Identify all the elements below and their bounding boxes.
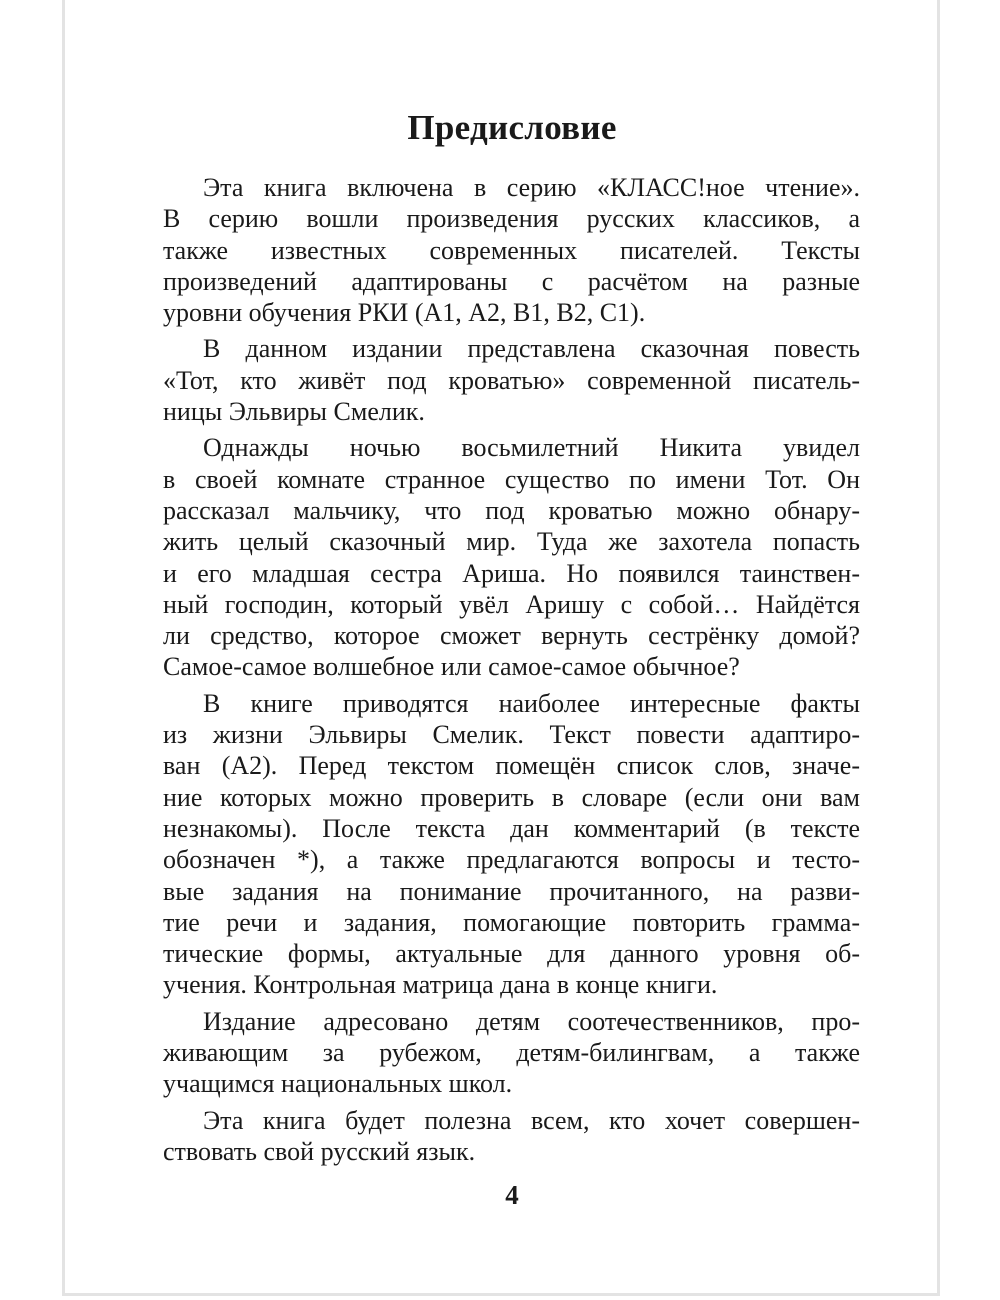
text-line: и его младшая сестра Ариша. Но появился таинствен- [163, 558, 860, 588]
page-title: Предисловие [407, 108, 617, 147]
text-line: Эта книга будет полезна всем, кто хочет совершен- [203, 1105, 860, 1135]
text-line: тические формы, актуальные для данного уровня об- [163, 939, 860, 969]
text-line: Самое-самое волшебное или самое-самое обычное? [163, 652, 740, 682]
paragraph-5 [163, 1006, 860, 1100]
text-line: обозначен *), а также предлагаются вопросы и тесто- [163, 845, 860, 875]
text-line: Издание адресовано детям соотечественников, про- [203, 1006, 860, 1036]
text-line: вые задания на понимание прочитанного, на разви- [163, 876, 860, 906]
text-line: также известных современных писателей. Тексты [163, 235, 860, 265]
page-number: 4 [505, 1180, 519, 1210]
text-line: В данном издании представлена сказочная повесть [203, 334, 860, 364]
text-line: тие речи и задания, помогающие повторить граммa- [163, 907, 860, 937]
paragraph-1 [163, 172, 860, 328]
paragraph-4 [163, 688, 860, 1001]
text-line: В серию вошли произведения русских классиков, а [163, 204, 860, 234]
text-line: из жизни Эльвиры Смелик. Текст повести адаптиро- [163, 720, 860, 750]
paragraph-6 [163, 1105, 860, 1168]
text-line: уровни обучения РКИ (А1, А2, В1, В2, С1). [163, 298, 646, 328]
text-line: живающим за рубежом, детям-билингвам, а также [163, 1038, 860, 1068]
text-line: в своей комнате странное существо по имени Тот. Он [163, 464, 860, 494]
text-line: ный господин, который увёл Аришу с собой… Найдётся [163, 589, 860, 619]
paragraph-2 [163, 333, 860, 427]
text-line: Однажды ночью восьмилетний Никита увидел [203, 433, 860, 463]
text-line: учения. Контрольная матрица дана в конце книги. [163, 970, 718, 1000]
body-text [163, 172, 860, 1172]
text-line: «Тот, кто живёт под кроватью» современной писатель- [163, 365, 860, 395]
text-line: учащимся национальных школ. [163, 1069, 513, 1099]
text-line: ли средство, которое сможет вернуть сестрёнку домой? [163, 621, 860, 651]
text-line: В книге приводятся наиболее интересные факты [203, 688, 860, 718]
text-line: ван (А2). Перед текстом помещён список слов, значе- [163, 751, 860, 781]
paragraph-3 [163, 432, 860, 682]
text-line: жить целый сказочный мир. Туда же захотела попасть [163, 527, 860, 557]
text-line: произведений адаптированы с расчётом на разные [163, 266, 860, 296]
text-line: ствовать свой русский язык. [163, 1136, 476, 1166]
text-line: рассказал мальчику, что под кроватью можно обнару- [163, 495, 860, 525]
text-line: Эта книга включена в серию «КЛАСС!ное чтение». [203, 173, 860, 202]
text-line: незнакомы). После текста дан комментарий (в тексте [163, 813, 860, 843]
text-line: ницы Эльвиры Смелик. [163, 397, 425, 427]
text-line: ние которых можно проверить в словаре (если они вам [163, 782, 860, 812]
